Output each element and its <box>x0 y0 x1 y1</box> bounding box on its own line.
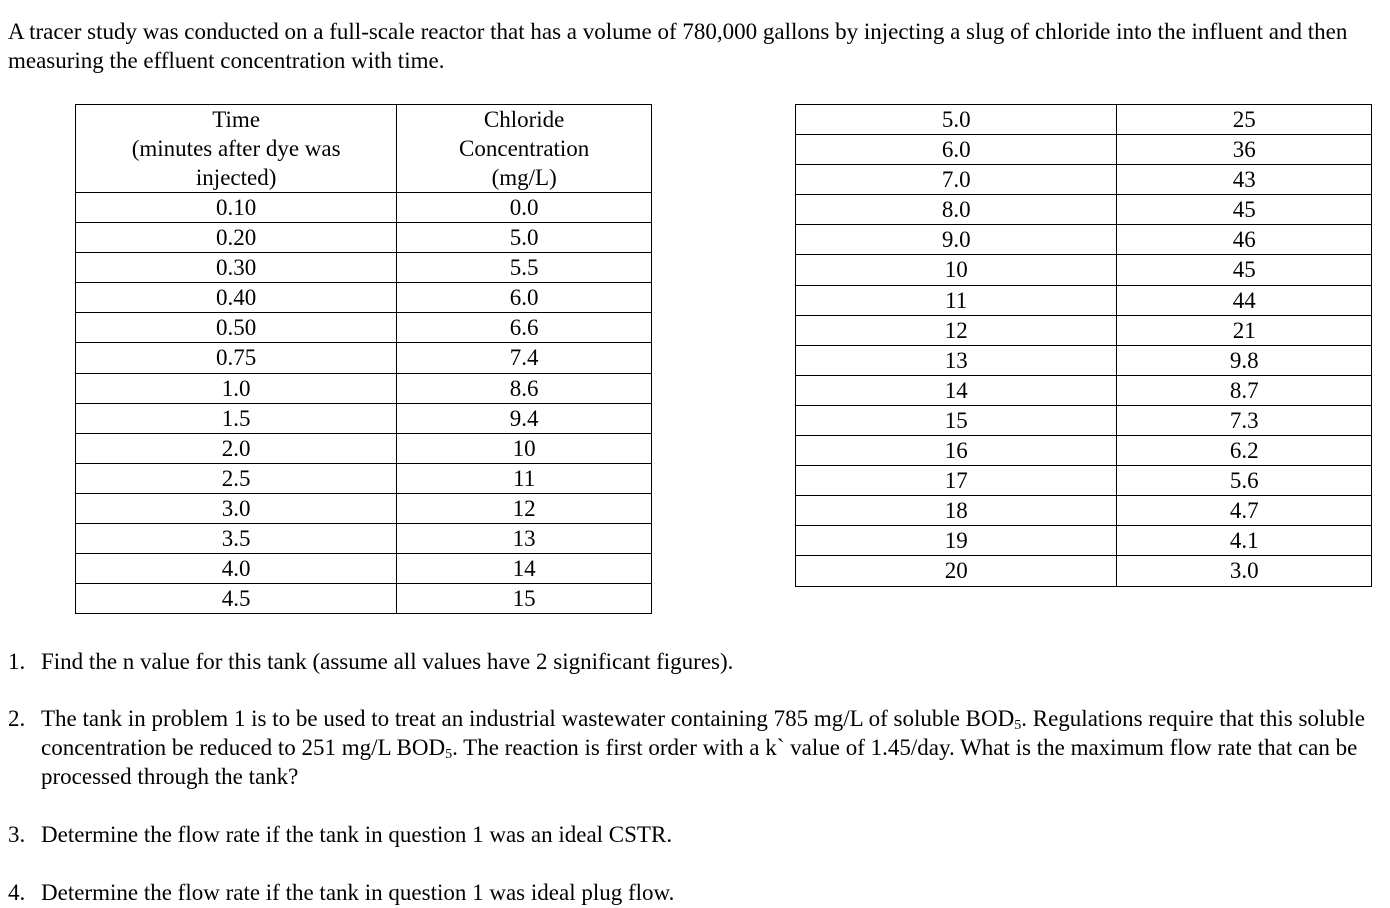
table-row <box>796 436 1372 466</box>
concentration-cell: 6.6 <box>397 313 652 343</box>
time-cell: 7.0 <box>796 165 1117 195</box>
table-row <box>796 466 1372 496</box>
concentration-cell: 21 <box>1117 315 1372 345</box>
time-cell: 0.75 <box>76 343 397 373</box>
concentration-header-line: (mg/L) <box>491 165 557 190</box>
question-text-part: Find the n value for this tank (assume all values have 2 significant figures). <box>41 649 734 674</box>
concentration-cell: 5.5 <box>397 253 652 283</box>
table-row <box>796 165 1372 195</box>
concentration-cell: 13 <box>397 524 652 554</box>
time-header-line: Time <box>212 107 261 132</box>
time-cell: 0.20 <box>76 223 397 253</box>
time-cell: 6.0 <box>796 135 1117 165</box>
table-row <box>76 193 652 223</box>
concentration-cell: 4.7 <box>1117 496 1372 526</box>
table-row <box>76 253 652 283</box>
time-cell: 12 <box>796 315 1117 345</box>
table-row <box>76 584 652 614</box>
concentration-cell: 10 <box>397 433 652 463</box>
time-cell: 5.0 <box>796 105 1117 135</box>
table-row <box>76 313 652 343</box>
time-cell: 4.0 <box>76 554 397 584</box>
question-number: 4. <box>8 880 26 905</box>
concentration-cell: 5.6 <box>1117 466 1372 496</box>
time-cell: 3.5 <box>76 524 397 554</box>
table-row <box>796 345 1372 375</box>
time-cell: 2.5 <box>76 463 397 493</box>
question-item <box>8 647 1373 676</box>
time-cell: 16 <box>796 436 1117 466</box>
table-row <box>76 373 652 403</box>
question-text <box>41 820 1373 849</box>
concentration-cell: 3.0 <box>1117 556 1372 586</box>
question-number: 3. <box>8 822 26 847</box>
time-cell: 15 <box>796 405 1117 435</box>
table-row <box>76 493 652 523</box>
table-row <box>796 255 1372 285</box>
time-cell: 11 <box>796 285 1117 315</box>
concentration-cell: 14 <box>397 554 652 584</box>
intro-paragraph: A tracer study was conducted on a full-scale reactor that has a volume of 780,000 gallons by injecting a slug of chloride into the influent and then measuring the effluent concentration with time. <box>8 19 1348 73</box>
question-text <box>41 878 1373 907</box>
question-text-part: Determine the flow rate if the tank in question 1 was ideal plug flow. <box>41 880 675 905</box>
concentration-cell: 43 <box>1117 165 1372 195</box>
question-number: 1. <box>8 649 26 674</box>
table-row <box>76 283 652 313</box>
table-row <box>76 554 652 584</box>
question-number: 2. <box>8 706 26 731</box>
time-cell: 1.5 <box>76 403 397 433</box>
concentration-cell: 0.0 <box>397 193 652 223</box>
tracer-data-table-right <box>795 104 1372 587</box>
time-cell: 13 <box>796 345 1117 375</box>
table-row <box>796 285 1372 315</box>
time-cell: 0.30 <box>76 253 397 283</box>
concentration-header-line: Chloride <box>483 107 565 132</box>
question-item <box>8 704 1373 791</box>
table-row <box>796 135 1372 165</box>
table-row <box>76 524 652 554</box>
subscript: 5 <box>1014 718 1022 733</box>
time-header-line: (minutes after dye was <box>131 136 341 161</box>
question-item <box>8 878 1373 907</box>
concentration-cell: 6.2 <box>1117 436 1372 466</box>
time-cell: 20 <box>796 556 1117 586</box>
question-text <box>41 704 1373 791</box>
concentration-cell: 15 <box>397 584 652 614</box>
table-row <box>76 463 652 493</box>
concentration-cell: 4.1 <box>1117 526 1372 556</box>
concentration-cell: 45 <box>1117 255 1372 285</box>
concentration-cell: 9.4 <box>397 403 652 433</box>
time-cell: 8.0 <box>796 195 1117 225</box>
question-text-part: . Regulations require that this soluble concentration be reduced to 251 mg/L BOD <box>41 706 1365 760</box>
question-text-part: Determine the flow rate if the tank in question 1 was an ideal CSTR. <box>41 822 673 847</box>
concentration-cell: 44 <box>1117 285 1372 315</box>
table-header-row <box>76 105 652 193</box>
concentration-cell: 12 <box>397 493 652 523</box>
time-cell: 9.0 <box>796 225 1117 255</box>
concentration-cell: 8.6 <box>397 373 652 403</box>
time-header-line: injected) <box>195 165 277 190</box>
question-text-part: . The reaction is first order with a k` value of 1.45/day. What is the maximum flow rate that can be processed through the tank? <box>41 735 1358 789</box>
time-cell: 19 <box>796 526 1117 556</box>
time-cell: 0.10 <box>76 193 397 223</box>
time-cell: 0.40 <box>76 283 397 313</box>
time-column-header <box>76 105 397 193</box>
table-row <box>76 223 652 253</box>
time-cell: 1.0 <box>76 373 397 403</box>
table-row <box>796 405 1372 435</box>
time-cell: 10 <box>796 255 1117 285</box>
concentration-cell: 7.3 <box>1117 405 1372 435</box>
time-cell: 14 <box>796 375 1117 405</box>
concentration-cell: 5.0 <box>397 223 652 253</box>
concentration-cell: 46 <box>1117 225 1372 255</box>
time-cell: 18 <box>796 496 1117 526</box>
time-cell: 0.50 <box>76 313 397 343</box>
concentration-header-line: Concentration <box>459 136 590 161</box>
question-text-part: The tank in problem 1 is to be used to treat an industrial wastewater containing 785 mg/L of soluble BOD <box>41 706 1015 731</box>
concentration-cell: 36 <box>1117 135 1372 165</box>
concentration-cell: 9.8 <box>1117 345 1372 375</box>
concentration-cell: 45 <box>1117 195 1372 225</box>
time-cell: 4.5 <box>76 584 397 614</box>
table-row <box>796 526 1372 556</box>
subscript: 5 <box>445 747 453 762</box>
table-row <box>796 496 1372 526</box>
table-row <box>76 433 652 463</box>
table-row <box>796 375 1372 405</box>
question-text <box>41 647 1373 676</box>
table-row <box>796 556 1372 586</box>
tracer-data-table-left <box>75 104 652 614</box>
time-cell: 3.0 <box>76 493 397 523</box>
concentration-cell: 6.0 <box>397 283 652 313</box>
table-row <box>796 315 1372 345</box>
concentration-cell: 7.4 <box>397 343 652 373</box>
table-row <box>796 195 1372 225</box>
table-row <box>76 343 652 373</box>
time-cell: 17 <box>796 466 1117 496</box>
time-cell: 2.0 <box>76 433 397 463</box>
concentration-cell: 25 <box>1117 105 1372 135</box>
concentration-cell: 11 <box>397 463 652 493</box>
question-item <box>8 820 1373 849</box>
concentration-cell: 8.7 <box>1117 375 1372 405</box>
table-row <box>796 105 1372 135</box>
table-row <box>76 403 652 433</box>
concentration-column-header <box>397 105 652 193</box>
table-row <box>796 225 1372 255</box>
